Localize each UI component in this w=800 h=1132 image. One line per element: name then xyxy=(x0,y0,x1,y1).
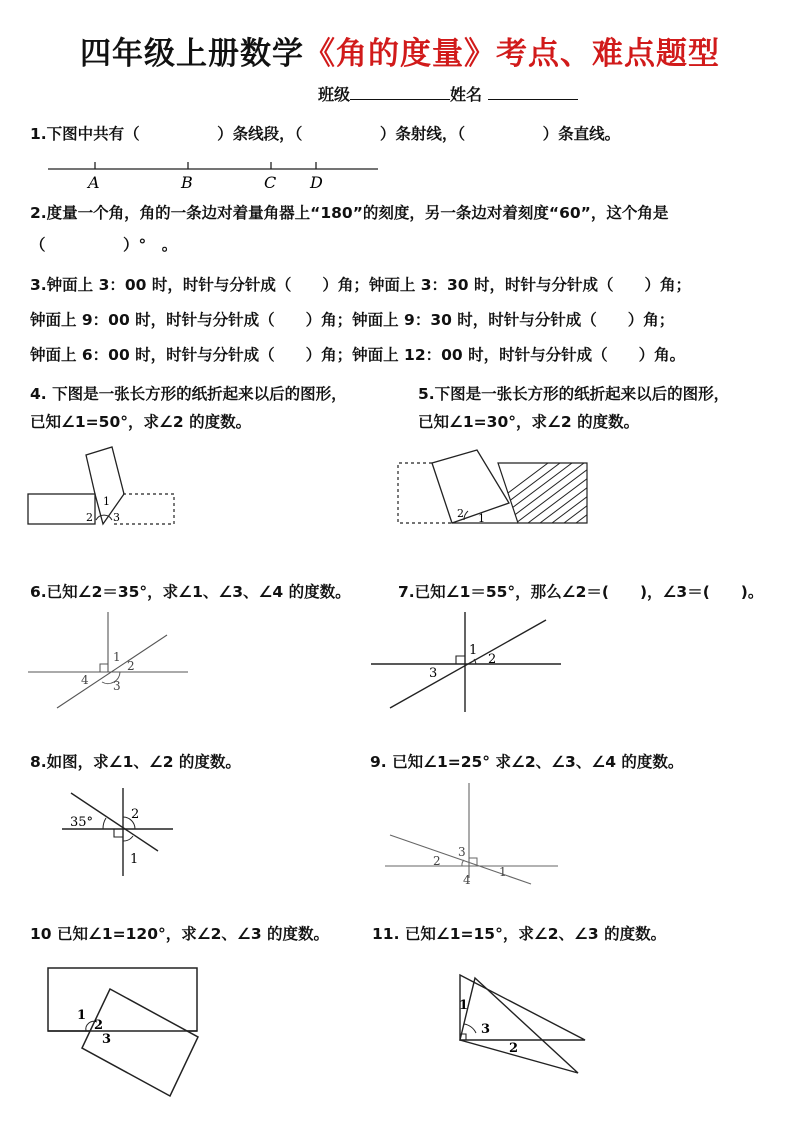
q7-label-3: 3 xyxy=(429,666,438,681)
title-grade: 四年级上册数学 xyxy=(80,36,304,72)
q11-triangle-1 xyxy=(460,975,585,1040)
q8-label-35: 35° xyxy=(70,815,94,830)
q5-label-1: 1 xyxy=(478,512,485,525)
q11-label-3: 3 xyxy=(481,1022,491,1037)
q9-label-2: 2 xyxy=(433,854,441,868)
question-1: 1.下图中共有（ ）条线段，（ ）条射线，（ ）条直线。 xyxy=(30,125,621,143)
q6-label-1: 1 xyxy=(113,650,121,664)
q4-label-2: 2 xyxy=(86,511,93,524)
question-3-line-1: 3.钟面上 3：00 时，时针与分针成（ ）角；钟面上 3：30 时，时针与分针成（ ）角； xyxy=(30,276,691,294)
question-10: 10 已知∠1=120°，求∠2、∠3 的度数。 xyxy=(30,925,329,943)
q6-label-3: 3 xyxy=(113,679,121,693)
question-2-line-2: （ ）° 。 xyxy=(30,236,178,254)
class-label: 班级 xyxy=(318,85,351,104)
name-label: 姓名 xyxy=(450,85,483,104)
q9-label-4: 4 xyxy=(463,873,471,887)
question-6: 6.已知∠2＝35°，求∠1、∠3、∠4 的度数。 xyxy=(30,583,351,601)
question-4-line-2: 已知∠1=50°，求∠2 的度数。 xyxy=(30,413,252,431)
q9-label-1: 1 xyxy=(499,865,507,879)
q4-label-3: 3 xyxy=(113,511,120,524)
q9-label-3: 3 xyxy=(458,845,466,859)
question-7: 7.已知∠1＝55°，那么∠2＝( )，∠3＝( )。 xyxy=(398,583,764,601)
question-2-line-1: 2.度量一个角，角的一条边对着量角器上“180”的刻度，另一条边对着刻度“60”，这个角是 xyxy=(30,204,669,222)
question-3-line-2: 钟面上 9：00 时，时针与分针成（ ）角；钟面上 9：30 时，时针与分针成（ ）角； xyxy=(30,311,675,329)
question-5-line-1: 5.下图是一张长方形的纸折起来以后的图形， xyxy=(418,385,730,403)
q8-label-1: 1 xyxy=(130,852,139,867)
q7-label-1: 1 xyxy=(469,643,478,658)
q11-label-1: 1 xyxy=(459,998,469,1013)
question-5-line-2: 已知∠1=30°，求∠2 的度数。 xyxy=(418,413,640,431)
q7-label-2: 2 xyxy=(488,652,497,667)
q8-label-2: 2 xyxy=(131,807,140,822)
point-a-label: A xyxy=(88,173,100,192)
question-3-line-3: 钟面上 6：00 时，时针与分针成（ ）角；钟面上 12：00 时，时针与分针成（ ）角。 xyxy=(30,346,686,364)
point-b-label: B xyxy=(181,173,193,192)
point-d-label: D xyxy=(310,173,323,192)
q5-label-2: 2 xyxy=(457,507,464,520)
q11-label-2: 2 xyxy=(509,1041,519,1056)
q11-angle-arc xyxy=(464,1024,476,1033)
q11-triangle-2 xyxy=(460,978,578,1073)
question-8: 8.如图，求∠1、∠2 的度数。 xyxy=(30,753,241,771)
question-9: 9. 已知∠1=25° 求∠2、∠3、∠4 的度数。 xyxy=(370,753,684,771)
question-4-line-1: 4. 下图是一张长方形的纸折起来以后的图形， xyxy=(30,385,347,403)
q6-label-4: 4 xyxy=(81,673,89,687)
q10-label-1: 1 xyxy=(77,1008,87,1023)
q10-label-2: 2 xyxy=(94,1018,104,1033)
q4-label-1: 1 xyxy=(103,495,110,508)
q10-label-3: 3 xyxy=(102,1032,112,1047)
q6-label-2: 2 xyxy=(127,659,135,673)
point-c-label: C xyxy=(264,173,277,192)
question-11: 11. 已知∠1=15°，求∠2、∠3 的度数。 xyxy=(372,925,667,943)
title-topic: 《角的度量》考点、难点题型 xyxy=(304,36,720,72)
